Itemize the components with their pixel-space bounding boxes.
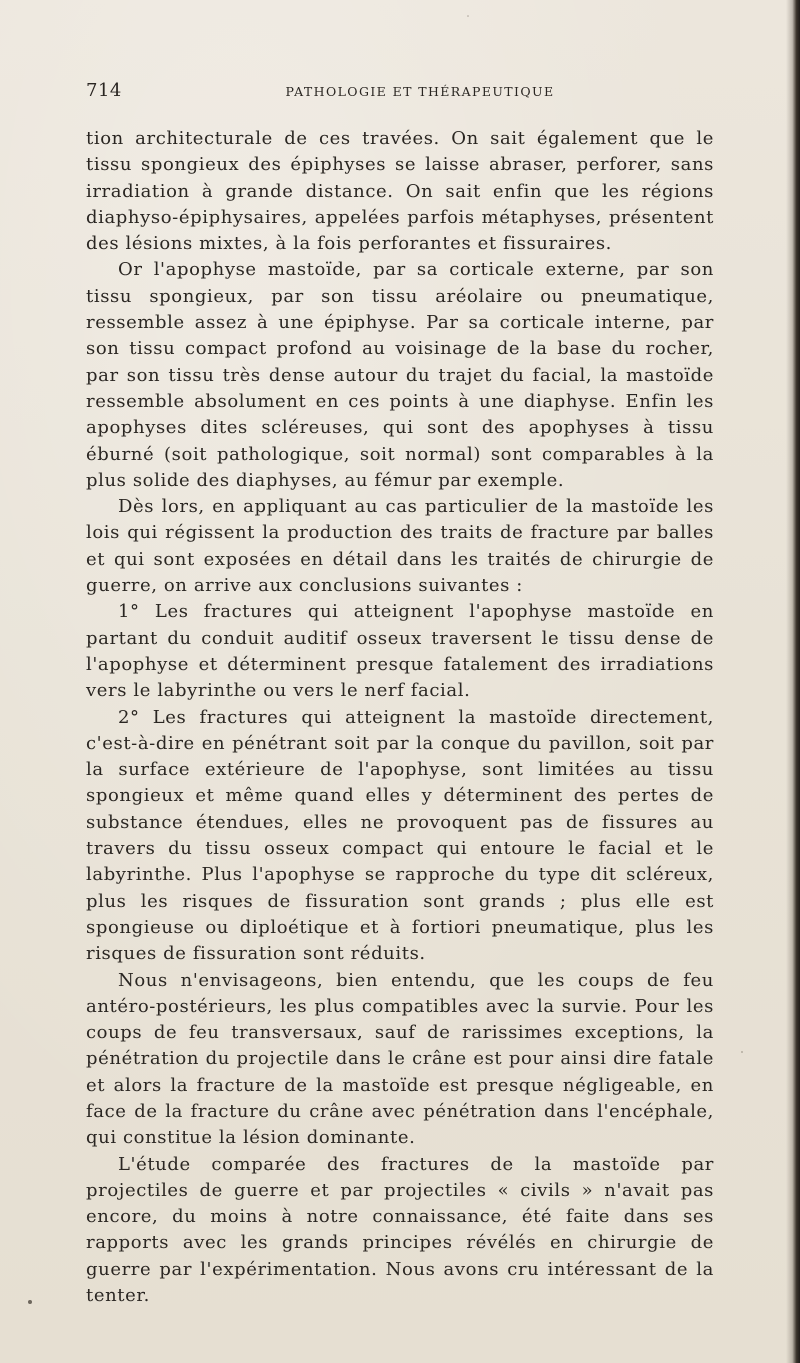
paragraph-mastoid-comparison: Or l'apophyse mastoïde, par sa corticale externe, par son tissu spongieux, par son tissu aréolaire ou pneumatique, ressemble assez à une épiphyse. Par sa corticale interne, par son tissu compact profond au voisinage de la base du rocher, par son tissu très dense autour du trajet du facial, la mastoïde ressemble absolument en ces points à une diaphyse. Enfin les apophyses dites scléreuses, qui sont des apophyses à tissu éburné (soit pathologique, soit normal) sont comparables à la plus solide des diaphyses, au fémur par exemple. xyxy=(86,259,714,491)
running-title: PATHOLOGIE ET THÉRAPEUTIQUE xyxy=(285,84,555,99)
paragraph-continuation: tion architecturale de ces travées. On sait également que le tissu spongieux des épiphyses se laisse abraser, perforer, sans irradiation à grande distance. On sait enfin que les régions diaphyso-épiphysaires, appelées parfois métaphyses, présentent des lésions mixtes, à la fois perforantes et fissuraires. xyxy=(86,128,714,255)
page-number: 714 xyxy=(86,80,122,101)
paragraph-gunshot-directions: Nous n'envisageons, bien entendu, que les coups de feu antéro-postérieurs, les plus compatibles avec la survie. Pour les coups de feu transversaux, sauf de rarissimes exceptions, la pénétration du projectile dans le crâne est pour ainsi dire fatale et alors la fracture de la mastoïde est presque négligeable, en face de la fracture du crâne avec pénétration dans l'encéphale, qui constitue la lésion dominante. xyxy=(86,969,714,1149)
paragraph-conclusion-2: 2° Les fractures qui atteignent la mastoïde directement, c'est-à-dire en pénétrant soit par la conque du pavillon, soit par la surface extérieure de l'apophyse, sont limitées au tissu spongieux et même quand elles y déterminent des pertes de substance étendues, elles ne provoquent pas de fissures au travers du tissu osseux compact qui entoure le facial et le labyrinthe. Plus l'apophyse se rapproche du type dit scléreux, plus les risques de fissuration sont grands ; plus elle est spongieuse ou diploétique et à fortiori pneumatique, plus les risques de fissuration sont réduits. xyxy=(86,706,714,965)
paragraph-conclusion-1: 1° Les fractures qui atteignent l'apophyse mastoïde en partant du conduit auditif osseux traversent le tissu dense de l'apophyse et déterminent presque fatalement des irradiations vers le labyrinthe ou vers le nerf facial. xyxy=(86,601,714,702)
paragraph-conclusions-intro: Dès lors, en appliquant au cas particulier de la mastoïde les lois qui régissent la production des traits de fracture par balles et qui sont exposées en détail dans les traités de chirurgie de guerre, on arrive aux conclusions suivantes : xyxy=(86,496,714,597)
paragraph-comparative-study: L'étude comparée des fractures de la mastoïde par projectiles de guerre et par projectiles « civils » n'avait pas encore, du moins à notre connaissance, été faite dans ses rapports avec les grands principes révélés en chirurgie de guerre par l'expérimentation. Nous avons cru intéressant de la tenter. xyxy=(86,1153,714,1307)
page-binding-edge xyxy=(786,0,800,1363)
page-header xyxy=(86,80,714,106)
body-text xyxy=(86,126,714,1309)
